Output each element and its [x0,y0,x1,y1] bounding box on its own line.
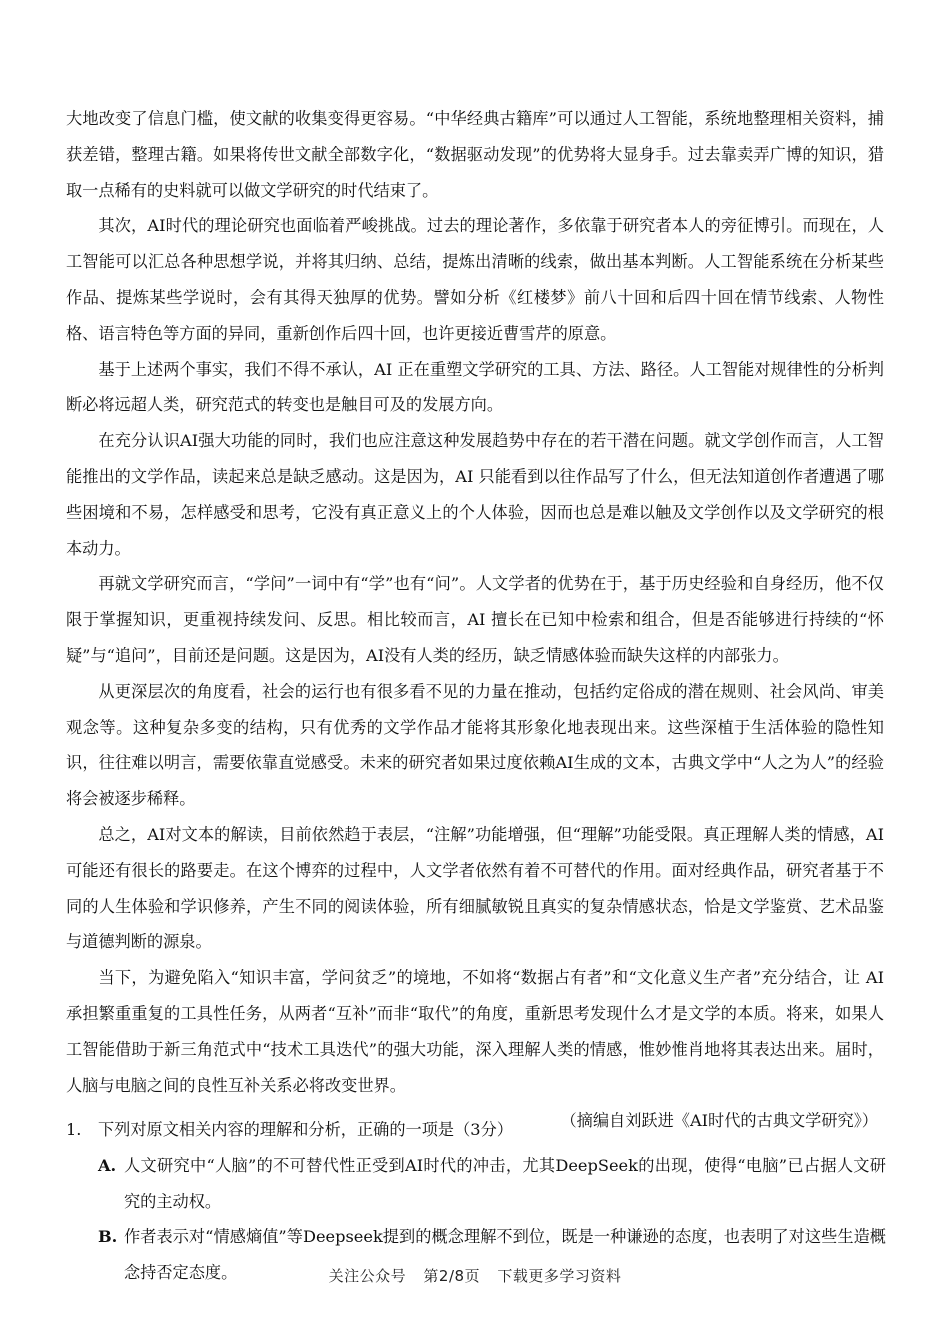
paragraph-2: 其次，AI时代的理论研究也面临着严峻挑战。过去的理论著作，多依靠于研究者本人的旁征博引。而现在，人工智能可以汇总各种思想学说，并将其归纳、总结，提炼出清晰的线索，做出基本判断。人工智能系统在分析某些作品、提炼某些学说时，会有其得天独厚的优势。譬如分析《红楼梦》前八十回和后四十回在情节线索、人物性格、语言特色等方面的异同，重新创作后四十回，也许更接近曹雪芹的原意。 [66,216,884,343]
paragraph-6: 从更深层次的角度看，社会的运行也有很多看不见的力量在推动，包括约定俗成的潜在规则、社会风尚、审美观念等。这种复杂多变的结构，只有优秀的文学作品才能将其形象化地表现出来。这些深植于生活体验的隐性知识，往往难以明言，需要依靠直觉感受。未来的研究者如果过度依赖AI生成的文本，古典文学中“人之为人”的经验将会被逐步稀释。 [66,681,884,809]
question-number: 1. [66,1120,82,1139]
paragraph-7: 总之，AI对文本的解读，目前依然趋于表层，“注解”功能增强，但“理解”功能受限。真正理解人类的情感，AI 可能还有很长的路要走。在这个博弈的过程中，人文学者依然有着不可替代的作用。面对经典作品，研究者基于不同的人生体验和学识修养，产生不同的阅读体验，所有细腻敏锐且真实的复杂情感状态，恰是文学鉴赏、艺术品鉴与道德判断的源泉。 [66,824,884,952]
option-a [98,1148,886,1220]
article-source: （摘编自刘跃进《AI时代的古典文学研究》） [560,1111,878,1131]
option-a-text: 人文研究中“人脑”的不可替代性正受到AI时代的冲击，尤其DeepSeek的出现，使得“电脑”已占据人文研究的主动权。 [124,1155,886,1211]
page-footer [0,1264,950,1288]
option-b-text: 作者表示对“情感熵值”等Deepseek提到的概念理解不到位，既是一种谦逊的态度，也表明了对这些生造概念持否定态度。 [124,1227,886,1283]
page-number: 第2/8页 [423,1267,481,1285]
footer-download-text: 下载更多学习资料 [497,1267,622,1285]
option-b-letter: B. [98,1227,118,1247]
paragraph-8: 当下，为避免陷入“知识丰富，学问贫乏”的境地，不如将“数据占有者”和“文化意义生产者”充分结合，让 AI 承担繁重重复的工具性任务，从两者“互补”而非“取代”的角度，重新思考发现什么才是文学的本质。将来，如果人工智能借助于新三角范式中“技术工具迭代”的强大功能，深入理解人类的情感，惟妙惟肖地将其表达出来。届时，人脑与电脑之间的良性互补关系必将改变世界。 [66,968,884,1095]
footer-follow-text: 关注公众号 [328,1267,407,1285]
article-body [66,101,884,1139]
question-1-stem [66,1112,886,1148]
paragraph-5: 再就文学研究而言，“学问”一词中有“学”也有“问”。人文学者的优势在于，基于历史经验和自身经历，他不仅限于掌握知识，更重视持续发问、反思。相比较而言，AI 擅长在已知中检索和组合，但是否能够进行持续的“怀疑”与“追问”，目前还是问题。这是因为，AI没有人类的经历，缺乏情感体验而缺失这样的内部张力。 [66,574,884,665]
paragraph-3: 基于上述两个事实，我们不得不承认，AI 正在重塑文学研究的工具、方法、路径。人工智能对规律性的分析判断必将远超人类，研究范式的转变也是触目可及的发展方向。 [66,359,884,415]
paragraph-1: 大地改变了信息门槛，使文献的收集变得更容易。“中华经典古籍库”可以通过人工智能，系统地整理相关资料，捕获差错，整理古籍。如果将传世文献全部数字化，“数据驱动发现”的优势将大显身手。过去靠卖弄广博的知识，猎取一点稀有的史料就可以做文学研究的时代结束了。 [66,109,884,200]
question-text: 下列对原文相关内容的理解和分析，正确的一项是（3分） [98,1120,513,1139]
paragraph-4: 在充分认识AI强大功能的同时，我们也应注意这种发展趋势中存在的若干潜在问题。就文学创作而言，人工智能推出的文学作品，读起来总是缺乏感动。这是因为，AI 只能看到以往作品写了什么，但无法知道创作者遭遇了哪些困境和不易，怎样感受和思考，它没有真正意义上的个人体验，因而也总是难以触及文学创作以及文学研究的根本动力。 [66,431,884,558]
option-a-letter: A. [98,1155,117,1175]
